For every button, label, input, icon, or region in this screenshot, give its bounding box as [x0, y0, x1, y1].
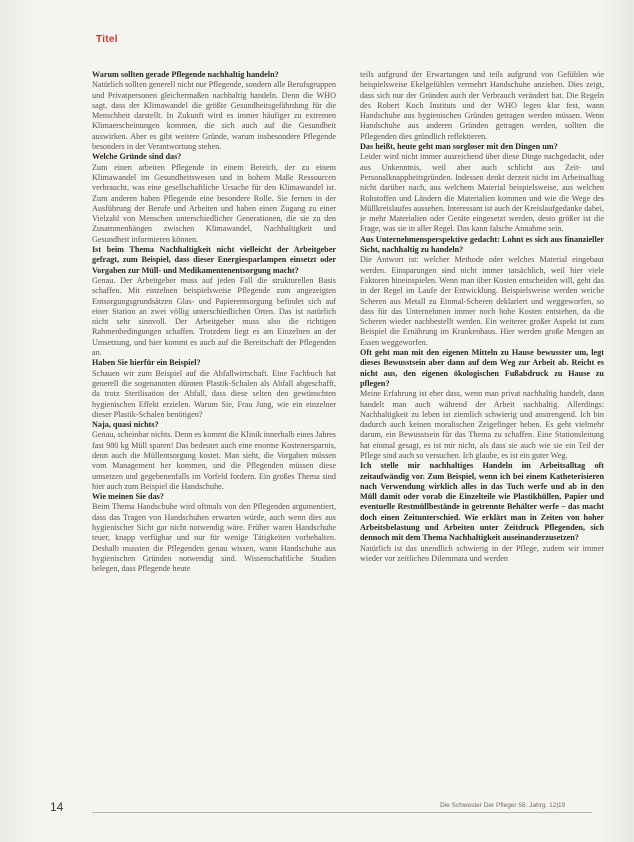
- interview-answer: Schauen wir zum Beispiel auf die Abfallwirtschaft. Eine Fachbuch hat generell die sogenannten dünnen Plastik-Schalen als Abfall abgeschafft, da trotz Sterilisation der Abfall, dass diese selten den gewünschten hygienischen Effekt erzielen. Warum Sie, Frau Jung, wie ein einzelner dieser Plastik-Schalen benötigen?: [92, 368, 336, 419]
- interview-answer: Zum einen arbeiten Pflegende in einem Bereich, der zu einem Klimawandel im Gesundheitswesen und in hohem Maße Ressourcen verbraucht, was eine gesellschaftliche Ursache für den Klimawandel ist. Zum anderen haben Pflegende eine besondere Rolle. Sie fernen in der Ausführung der Berufe und Arbeiten und haben einen Zugang zu einer Vielzahl von Menschen unterschiedlicher Generationen, die sie zu den Zusammenhängen zwischen Klimawandel, Nachhaltigkeit und Gesundheit informieren können.: [92, 162, 336, 244]
- interview-answer: Leider wird nicht immer ausreichend über diese Dinge nachgedacht, oder aus Unkenntnis, weil aber auch schlicht aus Zeit- und Personalknappheitsgründen. Indessen denkt derzeit nicht im Arbeitsalltag nicht darüber nach, aus welchem Material beispielsweise, aus welchen Rohstoffen und Ländern die Materialien kommen und wie die Wege des Müllkreislaufes aussehen. Interessant ist auch der Kreislaufgedanke dabei, je mehr Materialien oder Geräte eingesetzt werden, desto größer ist die Frage, was sie in aller Regel. Das kann falsche Annahme sein.: [360, 152, 604, 234]
- footer-rule: [92, 812, 592, 813]
- interview-answer: Meine Erfahrung ist eher dass, wenn man privat nachhaltig handelt, dann handelt man auch während der Arbeit nachhaltig. Allerdings: Nachhaltigkeit zu leben ist ziemlich schwierig und anstrengend. Ich bin dadurch auch keinen moralischen Zeigefinger heben. Es geht vielmehr darum, ein Bewusstsein für das Thema zu schaffen. Eine Stationsleitung hat einmal gesagt, es ist mir nicht, als dass sie auch wie sie ein Teil der Pflege sind auch so versuchen. Ich glaube, es ist ein guter Weg.: [360, 389, 604, 460]
- interview-answer: Natürlich ist das unendlich schwierig in der Pflege, zudem wir immer wieder vor zeitlichen Dilemmata und werden: [360, 543, 604, 563]
- interview-question: Wie meinen Sie das?: [92, 492, 164, 502]
- interview-answer: Die Antwort ist: welcher Methode oder welches Material eingebaut werden. Einsparungen sind nicht immer tatsächlich, weil hier viele Faktoren hineinspielen. Wenn man über Kosten entscheiden will, geht das in der Regel im Laufe der Entwicklung. Beispielsweise werden weiche Scheren aus Metall zu Einmal-Scheren deklariert und weggeworfen, so dass für das Unternehmen immer noch hohe Kosten entstehen, da die Scheren wieder nachbestellt werden. Ein weiterer großer Aspekt ist zum Beispiel die Ernährung im Krankenhaus. Hier werden große Mengen an Essen weggeworfen.: [360, 255, 604, 347]
- interview-question: Ist beim Thema Nachhaltigkeit nicht vielleicht der Arbeitgeber gefragt, zum Beispiel, dass dieser Energiesparlampen einsetzt oder Vorgaben zur Müll- und Medikamentenentsorgung macht?: [92, 245, 336, 275]
- interview-answer: Genau. Der Arbeitgeber muss auf jeden Fall die strukturellen Basis schaffen. Mit einzelnen beispielsweise Pflegende zum angezeigten Entsorgungsgrundsätzen Glas- und Papierentsorgung befindet sich auf einer Station an zwei völlig unterschiedlichen Orten. Das ist natürlich nicht sehr sinnvoll. Der Arbeitgeber muss also die richtigen Rahmenbedingungen schaffen. Trotzdem liegt es am Einzelnen an der Umsetzung, und hier kommt es auch auf die Bereitschaft der Pflegenden an.: [92, 275, 336, 358]
- interview-answer: Natürlich sollten generell nicht nur Pflegende, sondern alle Berufsgruppen und Privatpersonen gleichermaßen nachhaltig handeln. Denn die WHO sagt, dass der Klimawandel die größte Gesundheitsgefährdung für die Menschheit darstellt. In Zukunft wird es immer häufiger zu extremen Klimaerscheinungen kommen, die sich auch auf die Gesundheit auswirken. Aber es gibt weitere Gründe, warum insbesondere Pflegende besonders in der Verantwortung stehen.: [92, 80, 336, 152]
- left-text-column: [92, 70, 336, 575]
- interview-answer: Genau, scheinbar nichts. Denn es kommt die Klinik innerhalb eines Jahres fast 980 kg Müll sparen! Das bedeutet auch eine enorme Kostenersparnis, denn auch die Müllentsorgung kostet. Man sieht, die Vorgaben müssen vom Management her kommen, und die Pflegenden müssen diese umsetzen und gegebenenfalls im Vorfeld fordern. Ein großes Thema sind hier auch zum Beispiel die Handschuhe.: [92, 430, 336, 491]
- interview-question: Naja, quasi nichts?: [92, 420, 159, 430]
- interview-question: Ich stelle mir nachhaltiges Handeln im Arbeitsalltag oft zeitaufwändig vor. Zum Beispiel, wenn ich bei einem Katheterisieren nach Verwendung wirklich alles in das Tuch werfe und ab in den Müll damit oder vorab die Einzelteile wie Plastikhüllen, Papier und eventuelle Restmüllbestände in getrennte Behälter werfe – das macht doch einen Zeitunterschied. Wie erklärt man in Zeiten von hoher Arbeitsbelastung und Arbeiten unter Zeitdruck Pflegenden, sich dennoch mit dem Thema Nachhaltigkeit auseinanderzusetzen?: [360, 461, 604, 543]
- interview-question: Oft geht man mit den eigenen Mitteln zu Hause bewusster um, legt dieses Bewusstsein aber dann auf dem Weg zur Arbeit ab. Reicht es nicht aus, den eigenen ökologischen Fußabdruck zu Hause zu pflegen?: [360, 348, 604, 388]
- interview-answer: Beim Thema Handschuhe wird oftmals von den Pflegenden argumentiert, dass das Tragen von Handschuhen erwarten würde, auch wenn dies aus hygienischer Sicht gar nicht notwendig wäre. Früher waren Handschuhe teuer, knapp verfügbar und nur für wenige Tätigkeiten vorbehalten. Deshalb mussten die Pflegenden genau wissen, wann Handschuhe aus hygienischen Gründen notwendig sind. Wissenschaftliche Studien belegen, dass Pflegende heute: [92, 502, 336, 574]
- section-rubric: Titel: [96, 34, 118, 45]
- interview-question: Warum sollten gerade Pflegende nachhaltig handeln?: [92, 70, 279, 79]
- interview-question: Welche Gründe sind das?: [92, 152, 182, 162]
- right-text-column: [360, 70, 604, 564]
- publication-line: Die Schwester Der Pfleger 58. Jahrg. 12|19: [440, 802, 566, 809]
- interview-question: Das heißt, heute geht man sorgloser mit den Dingen um?: [360, 142, 558, 152]
- interview-question: Aus Unternehmensperspektive gedacht: Lohnt es sich aus finanzieller Sicht, nachhaltig zu handeln?: [360, 234, 604, 255]
- interview-question: Haben Sie hierfür ein Beispiel?: [92, 358, 201, 368]
- page-number: 14: [50, 800, 64, 814]
- interview-answer: teils aufgrund der Erwartungen und teils aufgrund von Gefühlen wie beispielsweise Ekelgefühlen vermehrt Handschuhe anziehen. Dies zeigt, dass sich nur der Gründen auch der Verbrauch verändert hat. Die Regeln des Robert Koch Instituts und der WHO legen klar fest, wann Handschuhe aus hygienischen Gründen getragen werden müssen. Wenn Handschuhe aus anderen Gründen getragen werden, sollten die Pflegenden dies gründlich reflektieren.: [360, 70, 604, 141]
